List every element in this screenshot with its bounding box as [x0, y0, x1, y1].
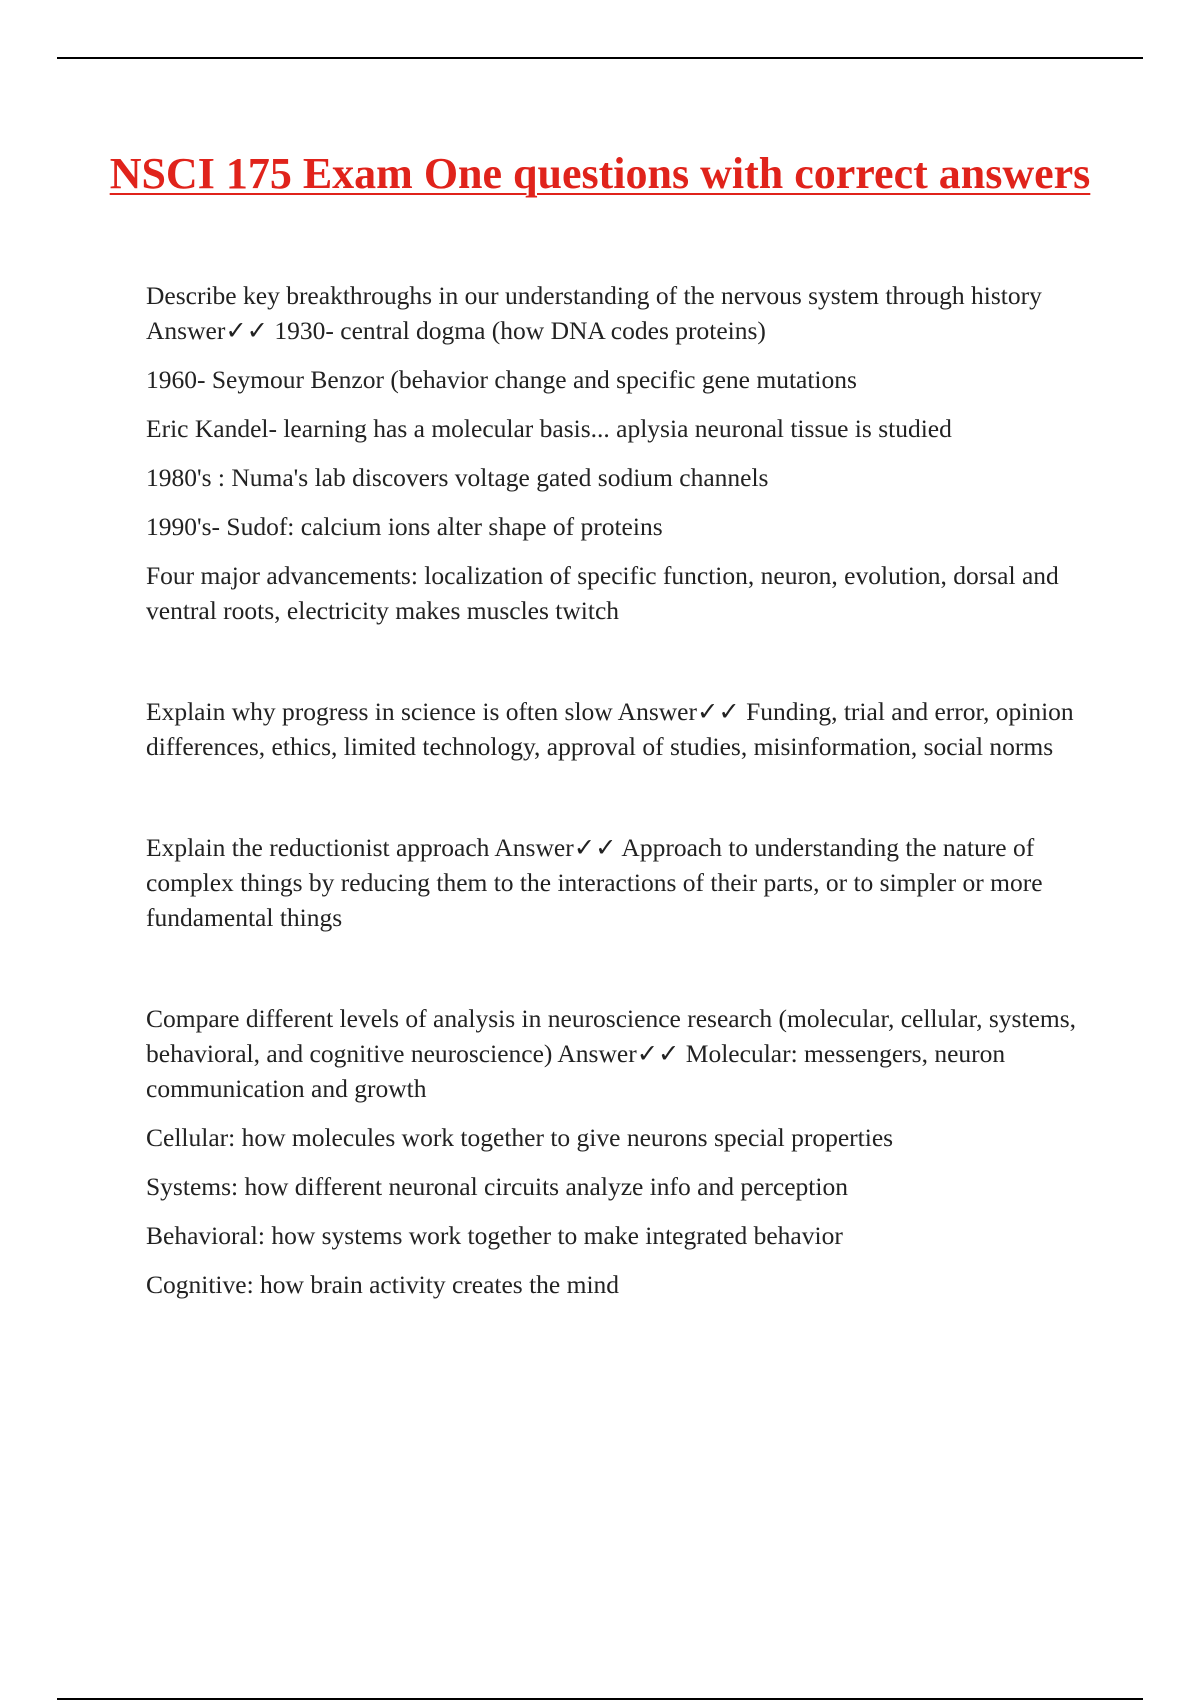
answer-paragraph: 1990's- Sudof: calcium ions alter shape of proteins: [146, 512, 663, 541]
qa-breakthroughs: [146, 278, 1106, 628]
qa-progress-slow: [146, 694, 1106, 764]
question-paragraph: Describe key breakthroughs in our understanding of the nervous system through history Answer✓✓ 1930- central dogma (how DNA codes proteins): [146, 281, 1042, 345]
answer-paragraph: Eric Kandel- learning has a molecular basis... aplysia neuronal tissue is studied: [146, 414, 952, 443]
document-body: [146, 278, 1106, 1316]
answer-paragraph: Systems: how different neuronal circuits analyze info and perception: [146, 1172, 848, 1201]
answer-paragraph: Cognitive: how brain activity creates the mind: [146, 1270, 620, 1299]
question-paragraph: Explain the reductionist approach Answer✓✓ Approach to understanding the nature of complex things by reducing them to the interactions of their parts, or to simpler or more fundamental things: [146, 833, 1043, 932]
answer-paragraph: Four major advancements: localization of specific function, neuron, evolution, dorsal and ventral roots, electricity makes muscles twitch: [146, 561, 1059, 625]
question-paragraph: Explain why progress in science is often slow Answer✓✓ Funding, trial and error, opinion differences, ethics, limited technology, approval of studies, misinformation, social norms: [146, 697, 1074, 761]
question-paragraph: Compare different levels of analysis in neuroscience research (molecular, cellular, systems, behavioral, and cognitive neuroscience) Answer✓✓ Molecular: messengers, neuron communication and growth: [146, 1004, 1077, 1103]
answer-paragraph: 1960- Seymour Benzor (behavior change and specific gene mutations: [146, 365, 857, 394]
section-spacer: [146, 778, 1106, 830]
page-title: NSCI 175 Exam One questions with correct answers: [109, 149, 1091, 198]
answer-paragraph: 1980's : Numa's lab discovers voltage gated sodium channels: [146, 463, 769, 492]
section-spacer: [146, 949, 1106, 1001]
answer-paragraph: Cellular: how molecules work together to give neurons special properties: [146, 1123, 894, 1152]
section-spacer: [146, 642, 1106, 694]
qa-levels-of-analysis: [146, 1001, 1106, 1302]
top-rule: [57, 57, 1143, 59]
answer-paragraph: Behavioral: how systems work together to make integrated behavior: [146, 1221, 843, 1250]
qa-reductionist: [146, 830, 1106, 935]
